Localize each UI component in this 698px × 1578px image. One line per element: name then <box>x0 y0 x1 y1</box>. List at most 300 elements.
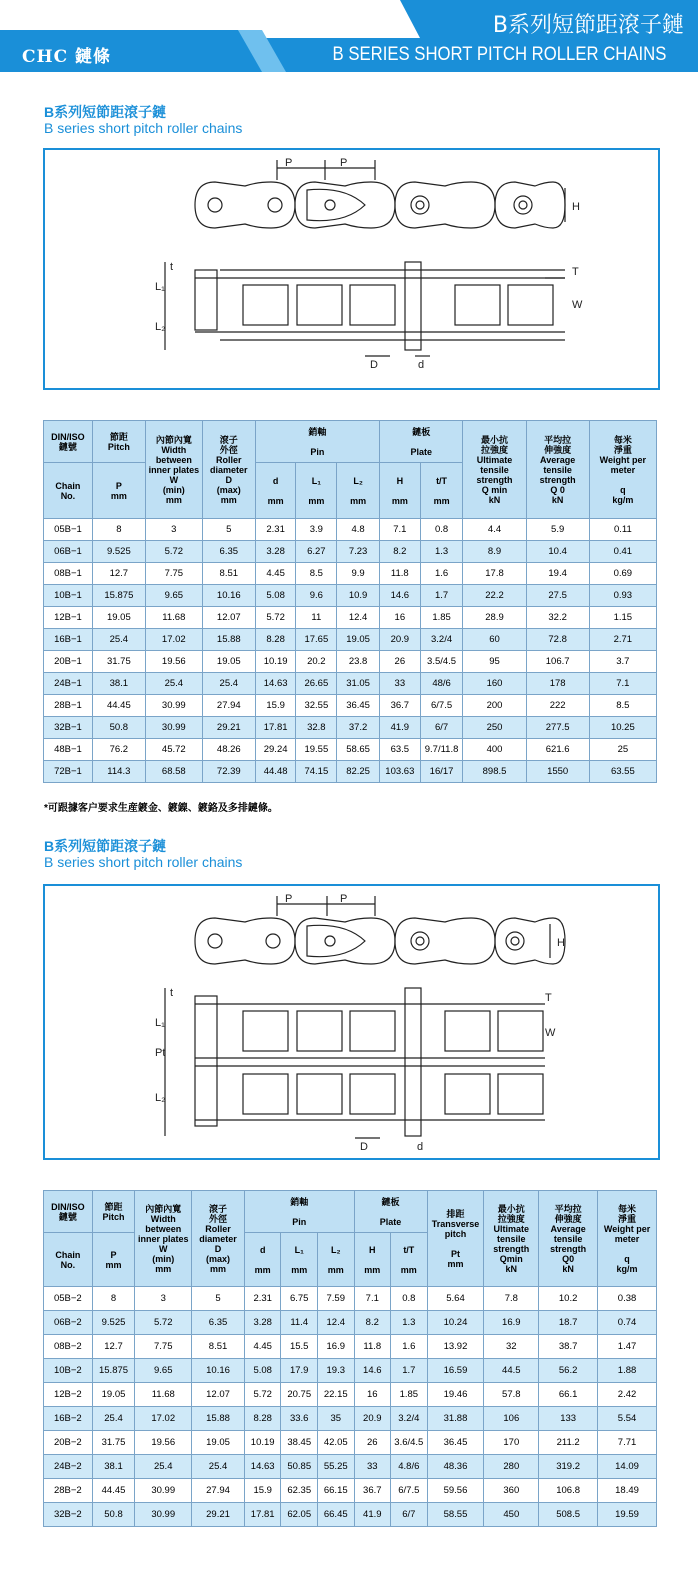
table-cell: 48.26 <box>202 739 255 761</box>
table-cell: 62.05 <box>281 1503 318 1527</box>
table-cell: 4.45 <box>244 1335 281 1359</box>
table-cell: 8 <box>92 519 145 541</box>
table-cell: 14.63 <box>255 673 296 695</box>
th-chain-en: Chain No. <box>44 463 93 519</box>
dim-d-small: d <box>418 359 425 371</box>
table-cell: 0.74 <box>598 1311 657 1335</box>
table-row <box>44 1455 657 1479</box>
table-cell: 19.56 <box>135 1431 192 1455</box>
table-cell: 38.1 <box>92 1455 135 1479</box>
table-cell: 16.9 <box>317 1335 354 1359</box>
table-cell: 3.7 <box>589 651 656 673</box>
table-cell: 30.99 <box>145 695 202 717</box>
table-cell: 66.45 <box>317 1503 354 1527</box>
table-cell: 8.9 <box>463 541 526 563</box>
th2-weight: 每米 淨重 Weight per meter q kg/m <box>598 1191 657 1287</box>
table-cell: 12B−1 <box>44 607 93 629</box>
th-pin: 銷軸 Pin <box>255 421 379 463</box>
table-cell: 20.2 <box>296 651 337 673</box>
table-cell: 45.72 <box>145 739 202 761</box>
table-cell: 11 <box>296 607 337 629</box>
table-cell: 1.3 <box>420 541 463 563</box>
table-cell: 11.8 <box>354 1335 391 1359</box>
table-cell: 2.31 <box>244 1287 281 1311</box>
table-row <box>44 629 657 651</box>
table-cell: 19.55 <box>296 739 337 761</box>
table-cell: 38.1 <box>92 673 145 695</box>
table-cell: 30.99 <box>145 717 202 739</box>
table-row <box>44 1431 657 1455</box>
table-cell: 26 <box>379 651 420 673</box>
table-cell: 450 <box>484 1503 539 1527</box>
table-cell: 32 <box>484 1335 539 1359</box>
table-cell: 0.11 <box>589 519 656 541</box>
table-cell: 17.65 <box>296 629 337 651</box>
th2-pin-l1: L₁ mm <box>281 1233 318 1287</box>
dim-t: t <box>170 261 174 273</box>
table-cell: 32.8 <box>296 717 337 739</box>
th-plate-t: t/T mm <box>420 463 463 519</box>
table-cell: 32.55 <box>296 695 337 717</box>
table-cell: 5 <box>202 519 255 541</box>
table-cell: 23.8 <box>337 651 380 673</box>
table-cell: 48B−1 <box>44 739 93 761</box>
table-cell: 18.49 <box>598 1479 657 1503</box>
section2-title-cn: B系列短節距滾子鏈 <box>44 838 167 854</box>
table-cell: 19.56 <box>145 651 202 673</box>
page-title-cn: B系列短節距滾子鏈 <box>492 13 684 38</box>
table-row <box>44 1383 657 1407</box>
table-cell: 74.15 <box>296 761 337 783</box>
dim2-l1: L₁ <box>155 1017 165 1029</box>
table-cell: 4.8 <box>337 519 380 541</box>
table-row <box>44 695 657 717</box>
table-cell: 25.4 <box>135 1455 192 1479</box>
table-row <box>44 1503 657 1527</box>
th2-plate: 鏈板 Plate <box>354 1191 427 1233</box>
table-cell: 36.45 <box>337 695 380 717</box>
table-cell: 2.31 <box>255 519 296 541</box>
dim-h: H <box>572 201 580 213</box>
table-cell: 360 <box>484 1479 539 1503</box>
table-row <box>44 673 657 695</box>
table-cell: 20B−2 <box>44 1431 93 1455</box>
table-cell: 103.63 <box>379 761 420 783</box>
header-banner <box>0 0 698 72</box>
table-cell: 59.56 <box>427 1479 484 1503</box>
table-cell: 26.65 <box>296 673 337 695</box>
table-row <box>44 1335 657 1359</box>
dim-t2: T <box>572 266 579 278</box>
th2-ultimate: 最小抗 拉強度 Ultimate tensile strength Qmin kN <box>484 1191 539 1287</box>
table-cell: 36.7 <box>379 695 420 717</box>
table-cell: 15.88 <box>192 1407 245 1431</box>
table-cell: 57.8 <box>484 1383 539 1407</box>
table-cell: 11.4 <box>281 1311 318 1335</box>
table-cell: 3.9 <box>296 519 337 541</box>
table-cell: 19.46 <box>427 1383 484 1407</box>
table-cell: 30.99 <box>135 1479 192 1503</box>
table-cell: 19.05 <box>92 1383 135 1407</box>
th-pin-d: d mm <box>255 463 296 519</box>
table-cell: 170 <box>484 1431 539 1455</box>
table-cell: 1.88 <box>598 1359 657 1383</box>
table-cell: 3.2/4 <box>391 1407 428 1431</box>
table-cell: 14.09 <box>598 1455 657 1479</box>
table-cell: 4.45 <box>255 563 296 585</box>
table-cell: 25.4 <box>145 673 202 695</box>
table-cell: 0.93 <box>589 585 656 607</box>
table-cell: 15.9 <box>255 695 296 717</box>
table-row <box>44 607 657 629</box>
th2-width: 內節內寬 Width between inner plates W (min) mm <box>135 1191 192 1287</box>
table-cell: 8.2 <box>379 541 420 563</box>
table-cell: 5.72 <box>135 1311 192 1335</box>
table-cell: 50.85 <box>281 1455 318 1479</box>
table-cell: 6.75 <box>281 1287 318 1311</box>
table-cell: 63.5 <box>379 739 420 761</box>
table-cell: 5 <box>192 1287 245 1311</box>
table-cell: 6/7.5 <box>420 695 463 717</box>
th2-roller: 滾子 外徑 Roller diameter D (max) mm <box>192 1191 245 1287</box>
dim2-h: H <box>557 937 565 949</box>
table-cell: 3.6/4.5 <box>391 1431 428 1455</box>
page-title-en: B SERIES SHORT PITCH ROLLER CHAINS <box>332 44 666 65</box>
dim-w: W <box>572 299 583 311</box>
table-cell: 5.72 <box>244 1383 281 1407</box>
table-cell: 106.8 <box>539 1479 598 1503</box>
table-cell: 22.15 <box>317 1383 354 1407</box>
table-cell: 20.9 <box>379 629 420 651</box>
table-cell: 66.15 <box>317 1479 354 1503</box>
table-cell: 20.75 <box>281 1383 318 1407</box>
th2-plate-t: t/T mm <box>391 1233 428 1287</box>
table-cell: 14.6 <box>354 1359 391 1383</box>
table-cell: 56.2 <box>539 1359 598 1383</box>
double-chain-drawing <box>45 886 658 1158</box>
table-cell: 32B−2 <box>44 1503 93 1527</box>
dim2-t: t <box>170 987 174 999</box>
table-cell: 3.5/4.5 <box>420 651 463 673</box>
table-cell: 6/7 <box>420 717 463 739</box>
th2-average: 平均拉 伸強度 Average tensile strength Q0 kN <box>539 1191 598 1287</box>
section1-title-cn: B系列短節距滾子鏈 <box>44 104 167 120</box>
dim-l1: L₁ <box>155 281 165 293</box>
table-cell: 10.2 <box>539 1287 598 1311</box>
table-cell: 08B−1 <box>44 563 93 585</box>
dim2-l2: L₂ <box>155 1092 166 1104</box>
th-plate-h: H mm <box>379 463 420 519</box>
table-cell: 44.48 <box>255 761 296 783</box>
table-cell: 7.1 <box>354 1287 391 1311</box>
th2-pitch: 節距 Pitch <box>92 1191 135 1233</box>
table-cell: 28.9 <box>463 607 526 629</box>
table-cell: 8.5 <box>589 695 656 717</box>
table-cell: 10.24 <box>427 1311 484 1335</box>
table-cell: 33.6 <box>281 1407 318 1431</box>
table-cell: 10.4 <box>526 541 589 563</box>
section2-heading <box>44 838 242 870</box>
table-cell: 3 <box>145 519 202 541</box>
table-cell: 508.5 <box>539 1503 598 1527</box>
section2-title-en: B series short pitch roller chains <box>44 854 243 870</box>
table-cell: 27.94 <box>192 1479 245 1503</box>
table-cell: 55.25 <box>317 1455 354 1479</box>
table-cell: 114.3 <box>92 761 145 783</box>
table-cell: 14.63 <box>244 1455 281 1479</box>
table-cell: 9.7/11.8 <box>420 739 463 761</box>
table-cell: 11.68 <box>135 1383 192 1407</box>
table-cell: 24B−1 <box>44 673 93 695</box>
table-cell: 5.54 <box>598 1407 657 1431</box>
table-cell: 37.2 <box>337 717 380 739</box>
th2-transverse: 排距 Transverse pitch Pt mm <box>427 1191 484 1287</box>
th-weight: 每米 淨重 Weight per meter q kg/m <box>589 421 656 519</box>
table-cell: 133 <box>539 1407 598 1431</box>
table-row <box>44 1311 657 1335</box>
table-cell: 19.05 <box>202 651 255 673</box>
table-cell: 14.6 <box>379 585 420 607</box>
table-cell: 7.1 <box>589 673 656 695</box>
table-cell: 16B−1 <box>44 629 93 651</box>
table-cell: 6.35 <box>192 1311 245 1335</box>
table-cell: 19.05 <box>92 607 145 629</box>
table-cell: 58.55 <box>427 1503 484 1527</box>
brand-label: CHC 鏈條 <box>22 47 112 67</box>
table-cell: 17.81 <box>255 717 296 739</box>
table-cell: 48/6 <box>420 673 463 695</box>
section1-heading <box>44 104 242 136</box>
table-cell: 50.8 <box>92 1503 135 1527</box>
footnote: *可跟據客户要求生産鍍金、鍍鎳、鍍鉻及多排鏈條。 <box>44 803 278 814</box>
table-cell: 44.45 <box>92 1479 135 1503</box>
table-cell: 12.07 <box>202 607 255 629</box>
table-cell: 10.19 <box>255 651 296 673</box>
table-cell: 17.02 <box>145 629 202 651</box>
dim2-d-big: D <box>360 1141 368 1153</box>
dim2-w: W <box>545 1027 556 1039</box>
table-cell: 22.2 <box>463 585 526 607</box>
th2-plate-h: H mm <box>354 1233 391 1287</box>
dim2-t2: T <box>545 992 552 1004</box>
table-cell: 211.2 <box>539 1431 598 1455</box>
th-pin-l2: L₂ mm <box>337 463 380 519</box>
table-cell: 0.69 <box>589 563 656 585</box>
table-cell: 17.9 <box>281 1359 318 1383</box>
table-cell: 19.4 <box>526 563 589 585</box>
table-cell: 1.6 <box>391 1335 428 1359</box>
table-cell: 10.16 <box>192 1359 245 1383</box>
table-cell: 3 <box>135 1287 192 1311</box>
table-cell: 16 <box>354 1383 391 1407</box>
table-cell: 31.88 <box>427 1407 484 1431</box>
table-cell: 44.5 <box>484 1359 539 1383</box>
table-cell: 44.45 <box>92 695 145 717</box>
table-cell: 16.9 <box>484 1311 539 1335</box>
table-cell: 10.16 <box>202 585 255 607</box>
dim-l2: L₂ <box>155 321 166 333</box>
table-cell: 25.4 <box>92 1407 135 1431</box>
table-cell: 1550 <box>526 761 589 783</box>
table-cell: 8 <box>92 1287 135 1311</box>
table-cell: 5.08 <box>255 585 296 607</box>
table-row <box>44 1479 657 1503</box>
table-cell: 0.41 <box>589 541 656 563</box>
table-cell: 222 <box>526 695 589 717</box>
table-cell: 17.8 <box>463 563 526 585</box>
th-roller: 滾子 外徑 Roller diameter D (max) mm <box>202 421 255 519</box>
table-cell: 9.525 <box>92 1311 135 1335</box>
table-cell: 160 <box>463 673 526 695</box>
table-cell: 7.75 <box>135 1335 192 1359</box>
table-cell: 12.4 <box>337 607 380 629</box>
table-cell: 10.19 <box>244 1431 281 1455</box>
table-cell: 1.85 <box>391 1383 428 1407</box>
table-row <box>44 563 657 585</box>
table-cell: 16 <box>379 607 420 629</box>
table-cell: 63.55 <box>589 761 656 783</box>
dim-p-1: P <box>285 157 293 169</box>
table-cell: 58.65 <box>337 739 380 761</box>
table-cell: 178 <box>526 673 589 695</box>
table-cell: 29.21 <box>202 717 255 739</box>
table-cell: 5.08 <box>244 1359 281 1383</box>
table-cell: 25.4 <box>202 673 255 695</box>
table-cell: 25.4 <box>92 629 145 651</box>
double-chain-table <box>43 1190 657 1527</box>
table-cell: 280 <box>484 1455 539 1479</box>
table-cell: 15.5 <box>281 1335 318 1359</box>
table-cell: 8.5 <box>296 563 337 585</box>
table-cell: 621.6 <box>526 739 589 761</box>
table-cell: 36.45 <box>427 1431 484 1455</box>
table-cell: 35 <box>317 1407 354 1431</box>
table-cell: 31.75 <box>92 1431 135 1455</box>
table-cell: 15.9 <box>244 1479 281 1503</box>
table-cell: 8.28 <box>244 1407 281 1431</box>
table-cell: 68.58 <box>145 761 202 783</box>
th-chain-cn: DIN/ISO 鏈號 <box>44 421 93 463</box>
table-cell: 12.4 <box>317 1311 354 1335</box>
table-cell: 26 <box>354 1431 391 1455</box>
th-pitch-unit: P mm <box>92 463 145 519</box>
table-cell: 24B−2 <box>44 1455 93 1479</box>
table-cell: 29.24 <box>255 739 296 761</box>
table-cell: 11.68 <box>145 607 202 629</box>
table-cell: 8.51 <box>192 1335 245 1359</box>
table-cell: 72B−1 <box>44 761 93 783</box>
table-cell: 898.5 <box>463 761 526 783</box>
table-cell: 06B−2 <box>44 1311 93 1335</box>
table-cell: 4.4 <box>463 519 526 541</box>
table-cell: 31.75 <box>92 651 145 673</box>
table-cell: 12.7 <box>92 563 145 585</box>
table-cell: 15.88 <box>202 629 255 651</box>
table-cell: 1.15 <box>589 607 656 629</box>
table-cell: 27.5 <box>526 585 589 607</box>
table-cell: 72.39 <box>202 761 255 783</box>
th2-pin-l2: L₂ mm <box>317 1233 354 1287</box>
table-cell: 18.7 <box>539 1311 598 1335</box>
table-cell: 7.59 <box>317 1287 354 1311</box>
th2-chain-en: Chain No. <box>44 1233 93 1287</box>
table-cell: 5.64 <box>427 1287 484 1311</box>
table-cell: 10.25 <box>589 717 656 739</box>
table-cell: 0.8 <box>420 519 463 541</box>
table-cell: 05B−1 <box>44 519 93 541</box>
table-cell: 42.05 <box>317 1431 354 1455</box>
dim-p-2: P <box>340 157 348 169</box>
table-cell: 28B−2 <box>44 1479 93 1503</box>
table-cell: 2.71 <box>589 629 656 651</box>
table-cell: 12.07 <box>192 1383 245 1407</box>
table-cell: 60 <box>463 629 526 651</box>
table-cell: 5.72 <box>255 607 296 629</box>
table-cell: 12B−2 <box>44 1383 93 1407</box>
table-row <box>44 717 657 739</box>
table-row <box>44 519 657 541</box>
table-cell: 30.99 <box>135 1503 192 1527</box>
table-cell: 19.05 <box>192 1431 245 1455</box>
th-pin-l1: L₁ mm <box>296 463 337 519</box>
table-cell: 72.8 <box>526 629 589 651</box>
table-cell: 10B−2 <box>44 1359 93 1383</box>
table-cell: 8.28 <box>255 629 296 651</box>
table-row <box>44 1287 657 1311</box>
table-cell: 33 <box>379 673 420 695</box>
table-cell: 9.65 <box>145 585 202 607</box>
table-cell: 106.7 <box>526 651 589 673</box>
dim2-p-2: P <box>340 893 348 905</box>
table-cell: 27.94 <box>202 695 255 717</box>
table-cell: 8.2 <box>354 1311 391 1335</box>
th2-pitch-unit: P mm <box>92 1233 135 1287</box>
table-row <box>44 541 657 563</box>
table-cell: 28B−1 <box>44 695 93 717</box>
table-cell: 82.25 <box>337 761 380 783</box>
table-cell: 4.8/6 <box>391 1455 428 1479</box>
single-chain-diagram <box>43 148 660 390</box>
table-cell: 9.65 <box>135 1359 192 1383</box>
table-cell: 6.27 <box>296 541 337 563</box>
table-cell: 50.8 <box>92 717 145 739</box>
th-average: 平均拉 伸強度 Average tensile strength Q 0 kN <box>526 421 589 519</box>
table-cell: 12.7 <box>92 1335 135 1359</box>
table-cell: 1.3 <box>391 1311 428 1335</box>
table-cell: 16/17 <box>420 761 463 783</box>
table-cell: 15.875 <box>92 585 145 607</box>
table-cell: 3.28 <box>244 1311 281 1335</box>
table-cell: 6.35 <box>202 541 255 563</box>
table-cell: 38.45 <box>281 1431 318 1455</box>
th2-pin: 銷軸 Pin <box>244 1191 354 1233</box>
dim-d-big: D <box>370 359 378 371</box>
table-cell: 17.81 <box>244 1503 281 1527</box>
dim2-pt: Pt <box>155 1047 166 1059</box>
table-cell: 7.71 <box>598 1431 657 1455</box>
table-cell: 1.7 <box>420 585 463 607</box>
table-cell: 277.5 <box>526 717 589 739</box>
table-cell: 3.28 <box>255 541 296 563</box>
single-chain-drawing <box>45 150 658 388</box>
table-cell: 0.8 <box>391 1287 428 1311</box>
table-cell: 06B−1 <box>44 541 93 563</box>
table-row <box>44 585 657 607</box>
table-cell: 10.9 <box>337 585 380 607</box>
table-cell: 05B−2 <box>44 1287 93 1311</box>
table-cell: 48.36 <box>427 1455 484 1479</box>
table-cell: 32.2 <box>526 607 589 629</box>
